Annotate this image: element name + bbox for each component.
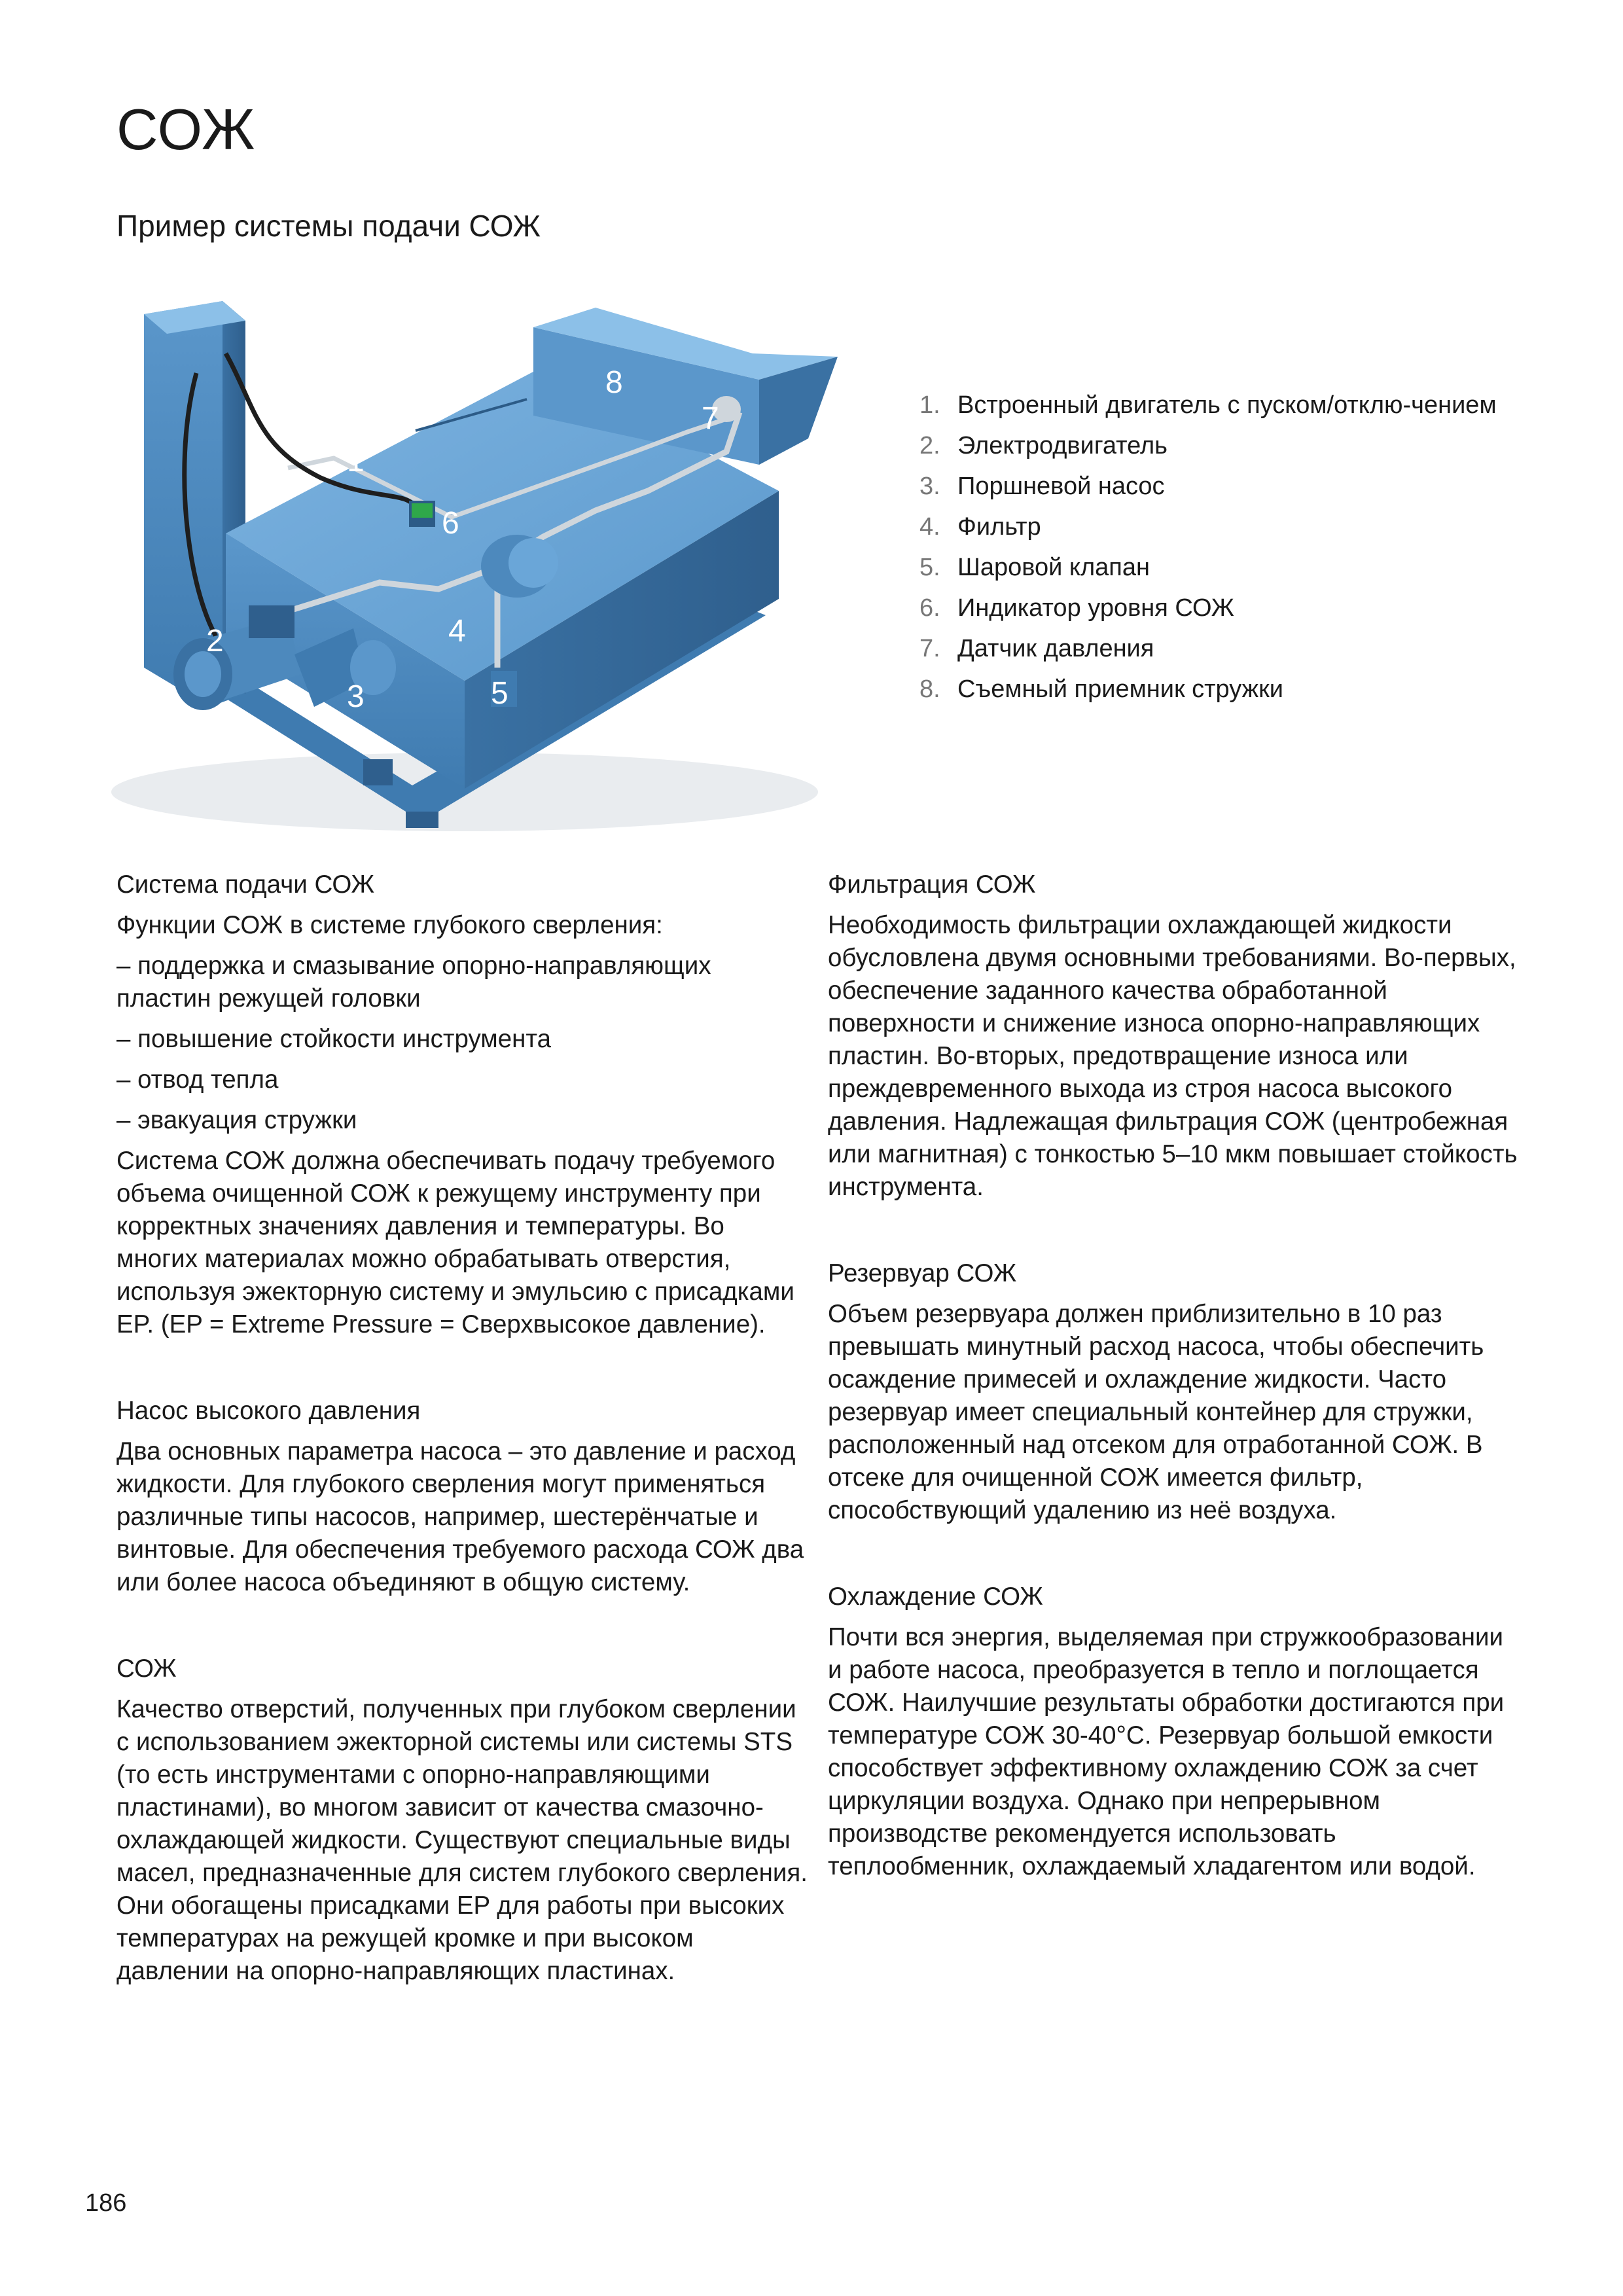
paragraph: Качество отверстий, полученных при глубоком сверлении с использованием эжекторной системы или системы STS (то есть инструментами с опорно-направляющими пластинами), во многом зависит от качества смазочно-охлаждающей жидкости. Существуют специальные виды масел, предназначенные для систем глубокого сверления. Они обогащены присадками EP для работы при высоких температурах на режущей кромке и при высоком давлении на опорно-направляющих пластинах. bbox=[116, 1695, 808, 1985]
left-column bbox=[116, 869, 810, 1996]
callout-3: 3 bbox=[347, 679, 365, 714]
paragraph: – эвакуация стружки bbox=[116, 1106, 357, 1134]
section-heading: СОЖ bbox=[116, 1655, 177, 1683]
section-heading: Насос высокого давления bbox=[116, 1397, 421, 1425]
callout-1: 1 bbox=[347, 444, 365, 478]
page-subtitle: Пример системы подачи СОЖ bbox=[116, 209, 541, 243]
paragraph: Почти вся энергия, выделяемая при стружкообразовании и работе насоса, преобразуется в тепло и поглощается СОЖ. Наилучшие результаты обработки достигаются при температуре СОЖ 30-40°C. Резервуар большой емкости способствует эффективному охлаждению СОЖ за счет циркуляции воздуха. Однако при непрерывном производстве рекомендуется использовать теплообменник, охлаждаемый хладагентом или водой. bbox=[828, 1623, 1505, 1880]
callout-8: 8 bbox=[605, 365, 623, 400]
callout-4: 4 bbox=[448, 614, 466, 649]
legend-item: 3. Поршневой насос bbox=[919, 473, 1165, 500]
legend-item: 4. Фильтр bbox=[919, 513, 1041, 541]
section-heading: Резервуар СОЖ bbox=[828, 1259, 1017, 1287]
legend-list bbox=[919, 389, 1508, 714]
paragraph: – отвод тепла bbox=[116, 1066, 279, 1094]
section-heading: Система подачи СОЖ bbox=[116, 870, 375, 899]
section-heading: Охлаждение СОЖ bbox=[828, 1583, 1043, 1611]
legend-item: 5. Шаровой клапан bbox=[919, 554, 1150, 581]
right-column bbox=[828, 869, 1522, 1891]
section-heading: Фильтрация СОЖ bbox=[828, 870, 1036, 899]
legend-item: 2. Электродвигатель bbox=[919, 432, 1168, 459]
paragraph: Необходимость фильтрации охлаждающей жидкости обусловлена двумя основными требованиями. Во-первых, обеспечение заданного качества обработанной поверхности и снижение износа опорно-направляющих пластин. Во-вторых, предотвращение износа или преждевременного выхода из строя насоса высокого давления. Надлежащая фильтрация СОЖ (центробежная или магнитная) с тонкостью 5–10 мкм повышает стойкость инструмента. bbox=[828, 911, 1518, 1201]
paragraph: Объем резервуара должен приблизительно в 10 раз превышать минутный расход насоса, чтобы обеспечить осаждение примесей и охлаждение жидкости. Часто резервуар имеет специальный контейнер для стружки, расположенный над отсеком для отработанной СОЖ. В отсеке для очищенной СОЖ имеется фильтр, способствующий удалению из неё воздуха. bbox=[828, 1300, 1484, 1524]
page-number: 186 bbox=[85, 2189, 127, 2217]
paragraph: Функции СОЖ в системе глубокого сверления: bbox=[116, 911, 663, 939]
callout-5: 5 bbox=[491, 676, 508, 711]
paragraph: Два основных параметра насоса – это давление и расход жидкости. Для глубокого сверления могут применяться различные типы насосов, например, шестерёнчатые и винтовые. Для обеспечения требуемого расхода СОЖ два или более насоса объединяют в общую систему. bbox=[116, 1437, 804, 1596]
paragraph: Система СОЖ должна обеспечивать подачу требуемого объема очищенной СОЖ к режущему инструменту при корректных значениях давления и температуры. Во многих материалах можно обрабатывать отверстия, используя эжекторную систему и эмульсию с присадками EP. (EP = Extreme Pressure = Сверхвысокое давление). bbox=[116, 1147, 794, 1338]
legend-item: 1. Встроенный двигатель с пуском/отклю-чением bbox=[919, 391, 1497, 419]
callout-6: 6 bbox=[442, 506, 459, 541]
paragraph: – поддержка и смазывание опорно-направляющих пластин режущей головки bbox=[116, 952, 711, 1013]
callout-2: 2 bbox=[206, 624, 224, 658]
legend-item: 6. Индикатор уровня СОЖ bbox=[919, 594, 1234, 622]
legend-item: 8. Съемный приемник стружки bbox=[919, 675, 1283, 703]
page-title: СОЖ bbox=[116, 97, 256, 162]
level-indicator bbox=[409, 501, 435, 527]
coolant-system-illustration bbox=[98, 275, 870, 844]
legend-item: 7. Датчик давления bbox=[919, 635, 1154, 662]
paragraph: – повышение стойкости инструмента bbox=[116, 1025, 552, 1053]
callout-7: 7 bbox=[702, 401, 719, 436]
